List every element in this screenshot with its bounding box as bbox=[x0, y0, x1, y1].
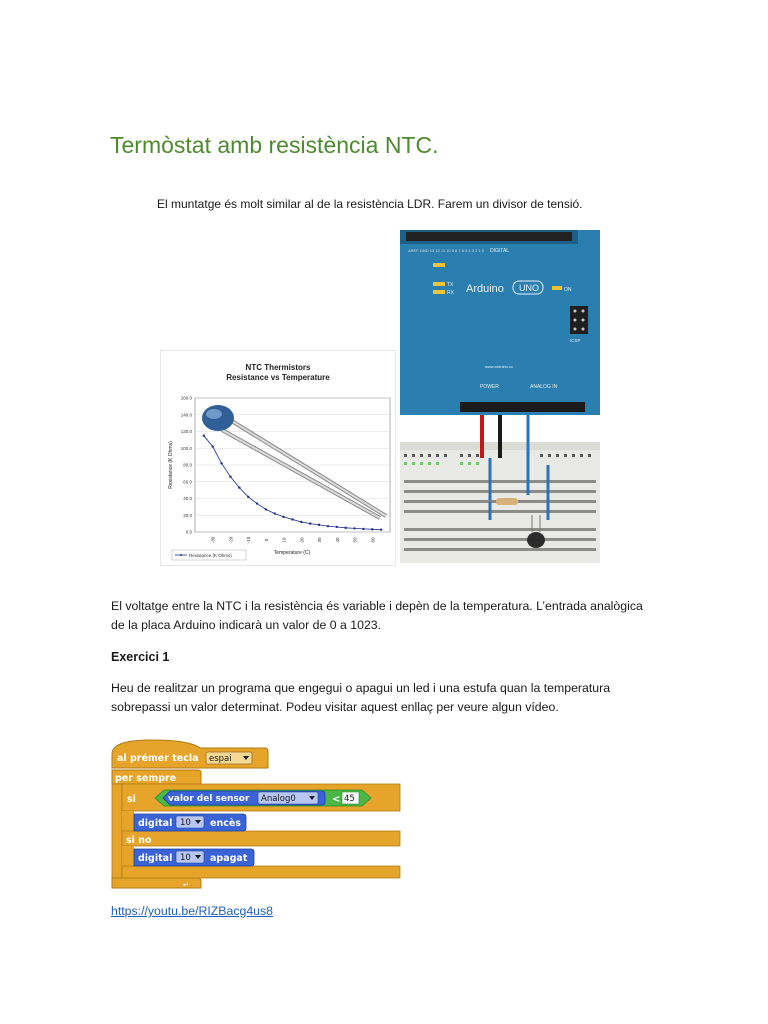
series-point bbox=[380, 528, 382, 530]
series-point bbox=[327, 525, 329, 527]
x-tick-label: 20 bbox=[299, 537, 305, 543]
y-tick-label: 100.0 bbox=[180, 445, 192, 451]
paragraph-1-line-1: El voltatge entre la NTC i la resistència és variable i depèn de la temperatura. L’entrada analògica bbox=[111, 599, 643, 613]
x-tick-label: 40 bbox=[334, 537, 340, 543]
series-point bbox=[300, 521, 302, 523]
loop-arrow-icon: ↵ bbox=[183, 881, 189, 889]
site-label: www.arduino.cc bbox=[485, 364, 514, 369]
action-2-pin: 10 bbox=[180, 853, 191, 863]
y-tick-label: 160.0 bbox=[180, 395, 192, 401]
action-1-pin: 10 bbox=[180, 818, 191, 828]
on-label: ON bbox=[564, 287, 572, 293]
action-1-state: encès bbox=[210, 818, 241, 829]
y-tick-label: 120.0 bbox=[180, 429, 192, 434]
series-point bbox=[309, 522, 311, 524]
series-point bbox=[282, 516, 284, 518]
y-tick-label: 60.0 bbox=[183, 479, 192, 485]
y-tick-label: 40.0 bbox=[183, 496, 192, 501]
series-point bbox=[203, 434, 205, 436]
arduino-brand: Arduino bbox=[466, 283, 504, 295]
series-point bbox=[371, 528, 373, 530]
x-tick-label: 60 bbox=[370, 537, 376, 543]
forever-label: per sempre bbox=[115, 773, 177, 784]
series-point bbox=[344, 527, 346, 529]
tx-label: TX bbox=[447, 282, 454, 288]
icsp-label: ICSP bbox=[570, 338, 581, 343]
chart-title: NTC Thermistors bbox=[245, 363, 311, 372]
scratch-program-blocks bbox=[110, 736, 405, 890]
series-point bbox=[238, 486, 240, 488]
series-point bbox=[353, 527, 355, 529]
action-2-state: apagat bbox=[210, 853, 248, 864]
action-2-label: digital bbox=[138, 853, 173, 864]
else-label: si no bbox=[126, 835, 152, 846]
y-tick-label: 20.0 bbox=[183, 512, 192, 518]
pin-labels-top: AREF GND 13 12 11 10 9 8 7 6 5 4 3 2 1 0 bbox=[408, 248, 484, 253]
paragraph-2-line-1: Heu de realitzar un programa que engegui o apagui un led i una estufa quan la temperatura bbox=[111, 681, 611, 695]
operator: < bbox=[332, 794, 341, 805]
digital-label: DIGITAL bbox=[490, 248, 510, 254]
series-point bbox=[229, 476, 231, 478]
y-axis-label: Resistance (K Ohms) bbox=[168, 441, 174, 489]
sensor-label: valor del sensor bbox=[168, 794, 250, 804]
x-tick-label: -20 bbox=[228, 536, 234, 544]
legend-label: Resistance (K Ohms) bbox=[189, 553, 232, 558]
series-point bbox=[362, 528, 364, 530]
series-point bbox=[274, 512, 276, 514]
y-tick-label: 80.0 bbox=[183, 462, 192, 468]
series-point bbox=[212, 445, 214, 447]
series-point bbox=[318, 524, 320, 526]
page-title: Termòstat amb resistència NTC. bbox=[110, 132, 439, 158]
arduino-model: UNO bbox=[519, 283, 539, 293]
action-1-label: digital bbox=[138, 818, 173, 829]
ntc-chart bbox=[160, 350, 396, 566]
series-point bbox=[336, 526, 338, 528]
x-tick-label: 10 bbox=[281, 537, 287, 543]
rx-label: RX bbox=[447, 290, 454, 296]
exercise-heading: Exercici 1 bbox=[111, 650, 170, 664]
series-point bbox=[256, 502, 258, 504]
paragraph-2-line-2: sobrepassi un valor determinat. Podeu visitar aquest enllaç per veure algun vídeo. bbox=[111, 700, 559, 714]
x-axis-label: Temperature (C) bbox=[273, 550, 311, 556]
power-label: POWER bbox=[480, 384, 499, 390]
if-label: si bbox=[127, 794, 136, 805]
series-point bbox=[265, 508, 267, 510]
key-value: espai bbox=[209, 754, 232, 764]
series-point bbox=[220, 462, 222, 464]
analog-label: ANALOG IN bbox=[530, 384, 558, 390]
paragraph-1-line-2: de la placa Arduino indicarà un valor de 0 a 1023. bbox=[111, 618, 382, 632]
series-point bbox=[247, 496, 249, 498]
series-point bbox=[291, 518, 293, 520]
y-tick-label: 0.0 bbox=[185, 529, 192, 535]
video-link[interactable]: https://youtu.be/RIZBacg4us8 bbox=[111, 904, 274, 918]
x-tick-label: -30 bbox=[210, 536, 216, 544]
x-tick-label: 30 bbox=[317, 537, 323, 543]
intro-text: El muntatge és molt similar al de la resistència LDR. Farem un divisor de tensió. bbox=[157, 197, 583, 211]
compare-value: 45 bbox=[344, 794, 355, 804]
hat-label: al prémer tecla bbox=[117, 753, 199, 764]
x-tick-label: -10 bbox=[246, 536, 252, 544]
x-tick-label: 0 bbox=[263, 538, 269, 542]
sensor-value: Analog0 bbox=[261, 794, 296, 804]
chart-subtitle: Resistance vs Temperature bbox=[226, 373, 330, 382]
arduino-wiring-figure bbox=[400, 230, 600, 563]
x-tick-label: 50 bbox=[352, 537, 358, 543]
y-tick-label: 140.0 bbox=[180, 412, 192, 418]
